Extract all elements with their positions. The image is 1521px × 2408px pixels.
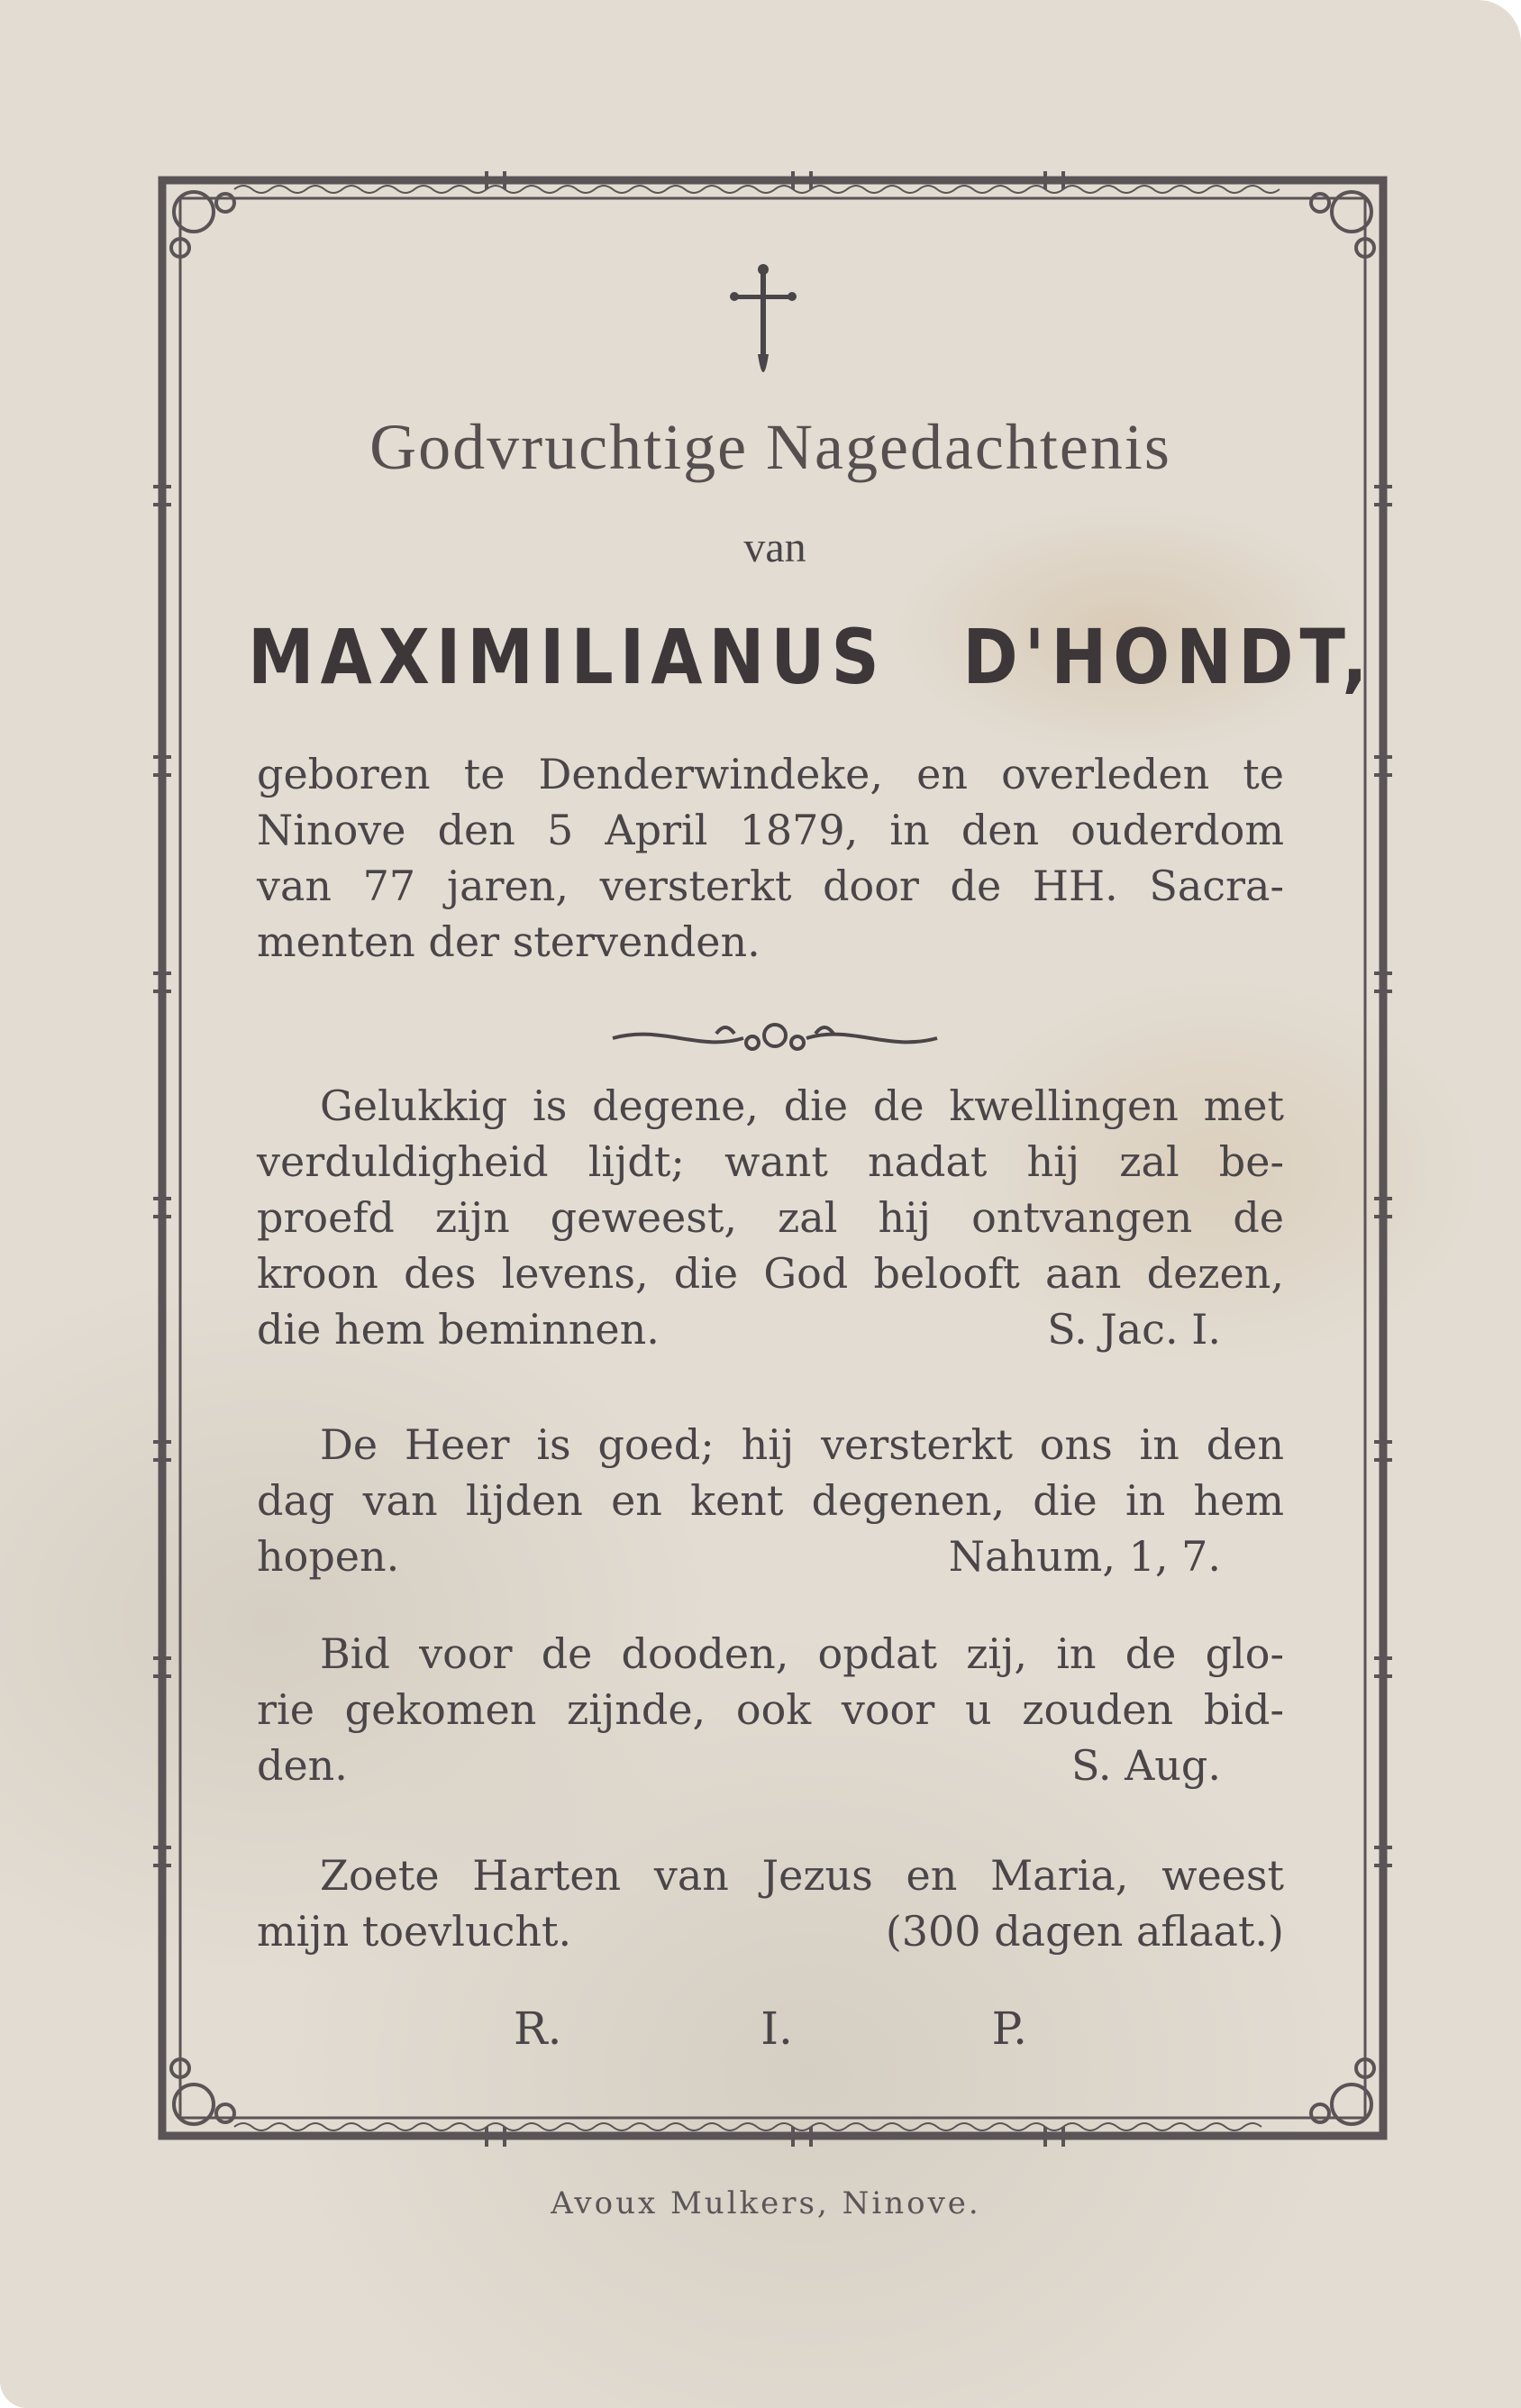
bio-line: menten der stervenden. <box>257 917 760 966</box>
quote-line: Bid voor de dooden, opdat zij, in de glo- <box>320 1629 1284 1678</box>
quote-2 <box>257 1417 1284 1584</box>
quote-reference: (300 dagen aflaat.) <box>885 1907 1284 1956</box>
deceased-name: MAXIMILIANUS D'HONDT, <box>248 613 1374 701</box>
bio-line: geboren te Denderwindeke, en overleden te <box>257 750 1284 798</box>
quote-line: Zoete Harten van Jezus en Maria, weest <box>320 1851 1284 1900</box>
flourish-divider-icon <box>608 1016 942 1061</box>
biography <box>257 746 1284 970</box>
quote-4 <box>257 1847 1284 1959</box>
quote-reference: Nahum, 1, 7. <box>948 1532 1221 1581</box>
quote-reference: S. Aug. <box>1070 1741 1221 1790</box>
van-label: van <box>743 524 806 571</box>
card-heading: Godvruchtige Nagedachtenis <box>369 411 1171 483</box>
quote-line: verduldigheid lijdt; want nadat hij zal be- <box>257 1137 1284 1186</box>
rip-letter: I. <box>760 2002 793 2055</box>
quote-reference: S. Jac. I. <box>1047 1305 1221 1354</box>
rip-abbreviation <box>514 2002 1027 2055</box>
quote-line: rie gekomen zijnde, ook voor u zouden bid- <box>257 1685 1284 1734</box>
printer-imprint: Avoux Mulkers, Ninove. <box>551 2185 981 2221</box>
rip-letter: R. <box>514 2002 562 2055</box>
quote-line: kroon des levens, die God belooft aan dezen, <box>257 1249 1284 1298</box>
bio-line: Ninove den 5 April 1879, in den ouderdom <box>257 806 1284 854</box>
quote-line: den. <box>257 1741 348 1790</box>
quote-line: Gelukkig is degene, die de kwellingen met <box>320 1081 1284 1130</box>
quote-1 <box>257 1078 1284 1357</box>
quote-line: dag van lijden en kent degenen, die in hem <box>257 1476 1284 1525</box>
quote-line: De Heer is goed; hij versterkt ons in den <box>320 1420 1284 1469</box>
quote-3 <box>257 1626 1284 1793</box>
cross-icon <box>728 264 800 390</box>
quote-line: hopen. <box>257 1532 400 1581</box>
quote-line: proefd zijn geweest, zal hij ontvangen de <box>257 1193 1284 1242</box>
quote-line: mijn toevlucht. <box>257 1907 572 1956</box>
quote-line: die hem beminnen. <box>257 1305 660 1354</box>
bio-line: van 77 jaren, versterkt door de HH. Sacra- <box>257 862 1284 910</box>
rip-letter: P. <box>991 2002 1027 2055</box>
